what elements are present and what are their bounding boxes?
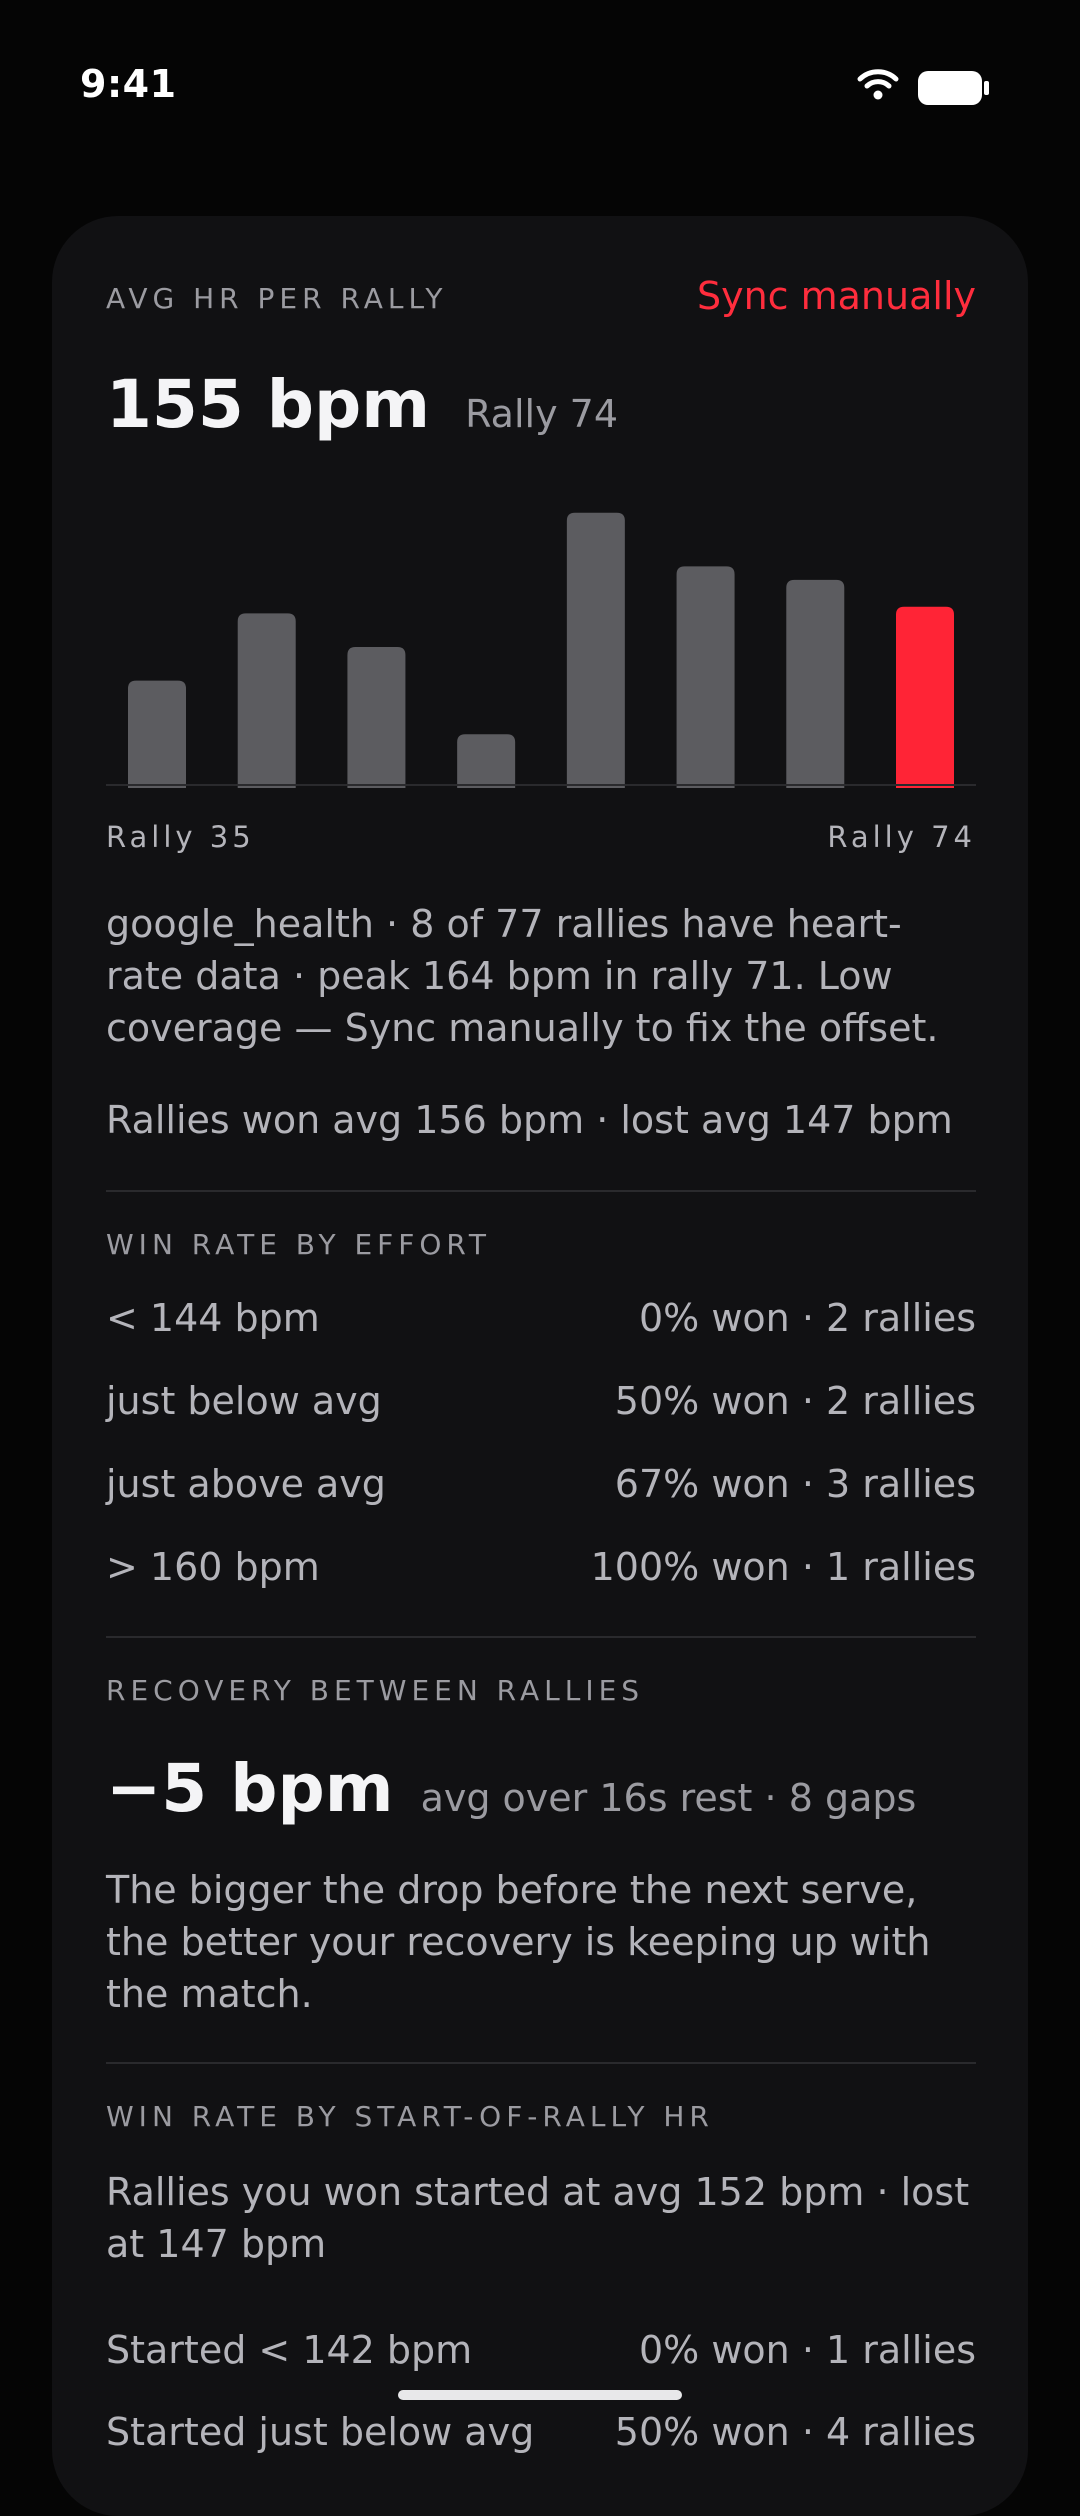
divider (106, 1190, 976, 1192)
chart-baseline (106, 784, 976, 786)
recovery-stat (106, 1750, 976, 1840)
rally-label: Rally 74 (465, 392, 618, 436)
status-bar (0, 0, 1080, 140)
card-header (106, 274, 976, 328)
effort-row (106, 1379, 976, 1431)
hr-bar-chart (106, 506, 976, 788)
start-hr-row (106, 2410, 976, 2462)
effort-row-value: 67% won · 3 rallies (614, 1462, 976, 1506)
recovery-description: The bigger the drop before the next serve, the better your recovery is keeping up with the match. (106, 1868, 931, 2016)
chart-start-label: Rally 35 (106, 820, 255, 854)
start-hr-row-value: 50% won · 4 rallies (614, 2410, 976, 2454)
start-hr-description: Rallies you won started at avg 152 bpm · lost at 147 bpm (106, 2170, 970, 2266)
effort-row-value: 0% won · 2 rallies (638, 1296, 976, 1340)
chart-bar (347, 647, 405, 788)
battery-icon (918, 70, 990, 106)
status-time: 9:41 (80, 62, 177, 106)
effort-row-value: 100% won · 1 rallies (590, 1545, 976, 1589)
start-hr-row-value: 0% won · 1 rallies (638, 2328, 976, 2372)
start-hr-row (106, 2328, 976, 2380)
start-hr-section-title: WIN RATE BY START-OF-RALLY HR (106, 2100, 714, 2133)
divider (106, 1636, 976, 1638)
effort-row-label: just below avg (106, 1379, 382, 1423)
sync-manually-button[interactable]: Sync manually (696, 274, 976, 318)
coverage-text: google_health · 8 of 77 rallies have heart-rate data · peak 164 bpm in rally 71. Low coverage — Sync manually to fix the offset. (106, 902, 939, 1050)
wifi-icon (856, 66, 900, 102)
chart-x-labels (106, 820, 976, 860)
won-lost-text: Rallies won avg 156 bpm · lost avg 147 bpm (106, 1098, 953, 1142)
chart-end-label: Rally 74 (827, 820, 976, 854)
effort-row (106, 1296, 976, 1348)
divider (106, 2062, 976, 2064)
effort-row (106, 1545, 976, 1597)
avg-hr-value: 155 bpm (106, 366, 431, 443)
heart-rate-card (52, 216, 1028, 2516)
effort-row-label: just above avg (106, 1462, 386, 1506)
start-hr-row-label: Started < 142 bpm (106, 2328, 473, 2372)
chart-bar (677, 566, 735, 788)
effort-row-label: < 144 bpm (106, 1296, 320, 1340)
effort-row-value: 50% won · 2 rallies (614, 1379, 976, 1423)
effort-section-title: WIN RATE BY EFFORT (106, 1228, 491, 1261)
chart-bar (238, 613, 296, 788)
hero-stat (106, 366, 976, 456)
effort-row-label: > 160 bpm (106, 1545, 320, 1589)
chart-bar (567, 513, 625, 788)
start-hr-row-label: Started just below avg (106, 2410, 535, 2454)
card-eyebrow: AVG HR PER RALLY (106, 282, 448, 315)
recovery-value: −5 bpm (106, 1750, 394, 1827)
chart-bar (786, 580, 844, 788)
chart-bar-current (896, 607, 954, 788)
home-indicator[interactable] (398, 2390, 682, 2400)
chart-bar (128, 681, 186, 788)
recovery-section-title: RECOVERY BETWEEN RALLIES (106, 1674, 645, 1707)
recovery-sub: avg over 16s rest · 8 gaps (420, 1776, 917, 1820)
chart-bar (457, 734, 515, 788)
effort-row (106, 1462, 976, 1514)
